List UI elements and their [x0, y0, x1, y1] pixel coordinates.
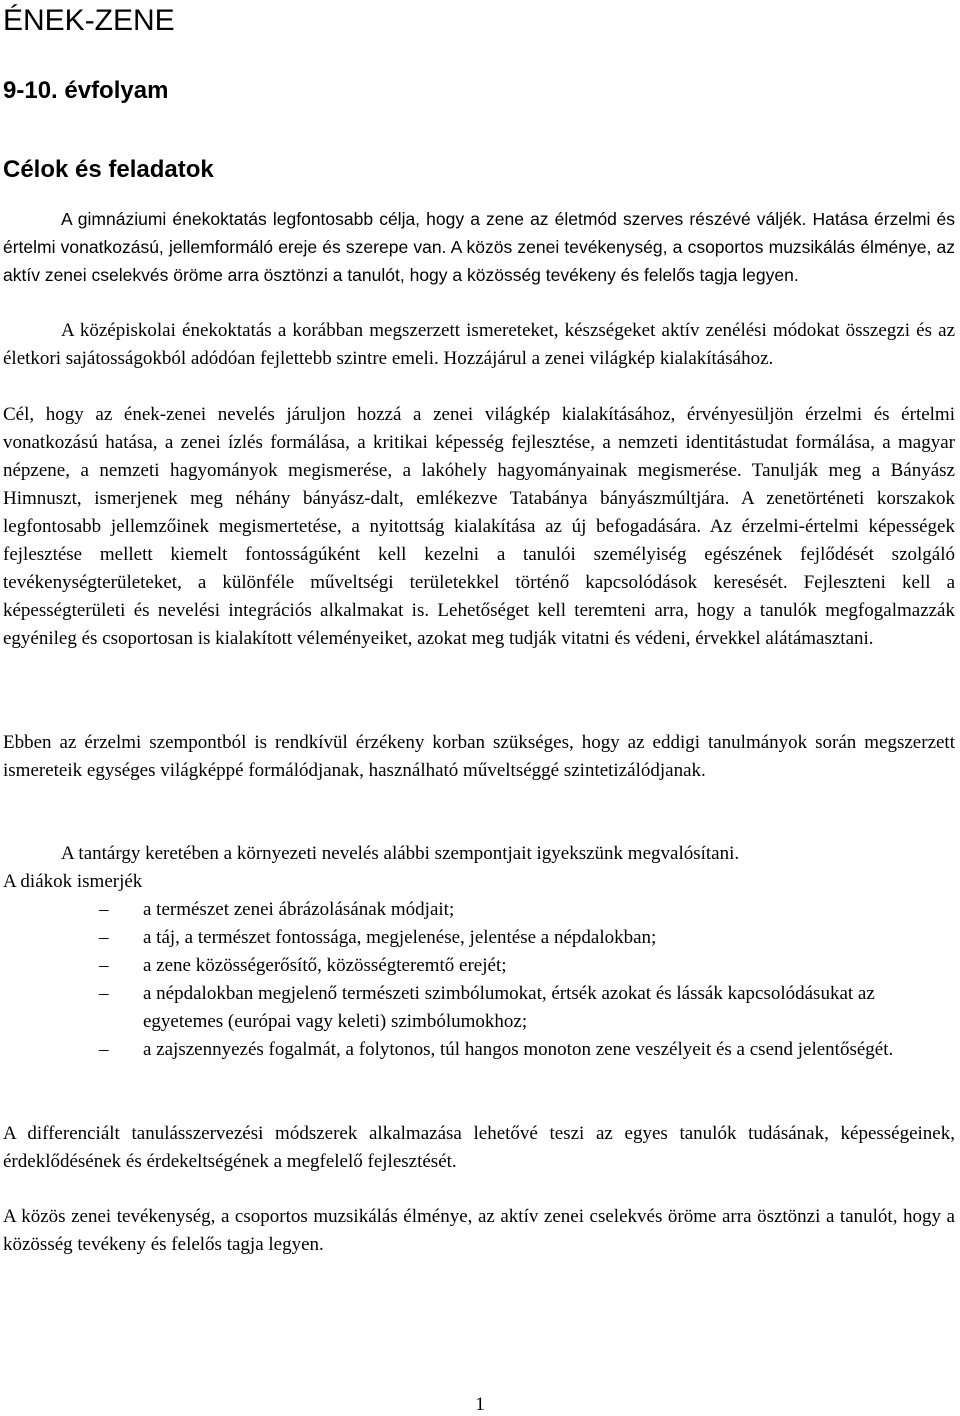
dash-bullet: – — [99, 899, 109, 920]
paragraph-aims: Cél, hogy az ének-zenei nevelés járuljon hozzá a zenei világkép kialakításához, érvényesüljön érzelmi és értelmi vonatkozású hatása, a zenei ízlés formálása, a kritikai képesség fejlesztése, a nemzeti identitástudat formálása, a magyar népzene, a nemzeti hagyományok megismerése, a lakóhely hagyományainak megismerése. Tanulják meg a Bányász Himnuszt, ismerjenek meg néhány bányász-dalt, emlékezve Tatabánya bányászmúltjára. A zenetörténeti korszakok legfontosabb jellemzőinek megismertetése, a nyitottság kialakítása az új befogadására. Az érzelmi-értelmi képességek fejlesztése mellett kiemelt fontosságúként kell kezelni a tanulói személyiség egészének fejlődését szolgáló tevékenységterületeket, a különféle műveltségi területekkel történő kapcsolódások keresését. Fejleszteni kell a képességterületi és nevelési integrációs alkalmakat is. Lehetőséget kell teremteni arra, hogy a tanulók megfogalmazzák egyénileg és csoportosan is kialakított véleményeiket, azokat meg tudják vitatni és védeni, érvekkel alátámasztani. — [3, 404, 955, 649]
dash-bullet: – — [99, 927, 109, 948]
dash-bullet: – — [99, 1039, 109, 1060]
page-number: 1 — [475, 1394, 485, 1415]
paragraph-secondary-education: A középiskolai énekoktatás a korábban megszerzett ismereteket, készségeket aktív zenélési módokat összegzi és az életkori sajátosságokból adódóan fejlettebb szintre emeli. Hozzájárul a zenei világkép kialakításához. — [3, 320, 955, 369]
paragraph-environmental-education: A tantárgy keretében a környezeti nevelés alábbi szempontjait igyekszünk megvalósítani. — [61, 843, 740, 864]
grade-heading: 9-10. évfolyam — [3, 77, 169, 104]
paragraph-differentiated-learning: A differenciált tanulásszervezési módszerek alkalmazása lehetővé teszi az egyes tanulók tudásának, képességeinek, érdeklődésének és érdekeltségének a megfelelő fejlesztését. — [3, 1123, 955, 1172]
document-title: ÉNEK-ZENE — [3, 4, 175, 37]
dash-bullet: – — [99, 983, 109, 1004]
list-item — [3, 980, 955, 1036]
paragraph-goals: A gimnáziumi énekoktatás legfontosabb célja, hogy a zene az életmód szerves részévé váljék. Hatása érzelmi és értelmi vonatkozású, jellemformáló ereje és szerepe van. A közös zenei tevékenység, a csoportos muzsikálás élménye, az aktív zenei cselekvés öröme arra ösztönzi a tanulót, hogy a közösség tevékeny és felelős tagja legyen. — [3, 209, 955, 285]
list-item-text: a zene közösségerősítő, közösségteremtő erejét; — [143, 955, 507, 976]
list-item-text: a népdalokban megjelenő természeti szimbólumokat, értsék azokat és lássák kapcsolódásukat az egyetemes (európai vagy keleti) szimbólumokhoz; — [143, 983, 875, 1032]
list-item — [3, 924, 955, 952]
list-item-text: a zajszennyezés fogalmát, a folytonos, túl hangos monoton zene veszélyeit és a csend jelentőségét. — [143, 1039, 894, 1060]
list-item — [3, 1036, 955, 1064]
list-item-text: a táj, a természet fontossága, megjelenése, jelentése a népdalokban; — [143, 927, 657, 948]
list-item — [3, 896, 955, 924]
list-intro: A diákok ismerjék — [3, 871, 143, 892]
dash-bullet: – — [99, 955, 109, 976]
environmental-goals-list — [3, 896, 955, 1064]
paragraph-community-music: A közös zenei tevékenység, a csoportos muzsikálás élménye, az aktív zenei cselekvés öröme arra ösztönzi a tanulót, hogy a közösség tevékeny és felelős tagja legyen. — [3, 1206, 955, 1255]
paragraph-emotional-age: Ebben az érzelmi szempontból is rendkívül érzékeny korban szükséges, hogy az eddigi tanulmányok során megszerzett ismereteik egységes világképpé formálódjanak, használható műveltséggé szintetizálódjanak. — [3, 732, 955, 781]
section-heading: Célok és feladatok — [3, 156, 214, 183]
list-item-text: a természet zenei ábrázolásának módjait; — [143, 899, 455, 920]
list-item — [3, 952, 955, 980]
